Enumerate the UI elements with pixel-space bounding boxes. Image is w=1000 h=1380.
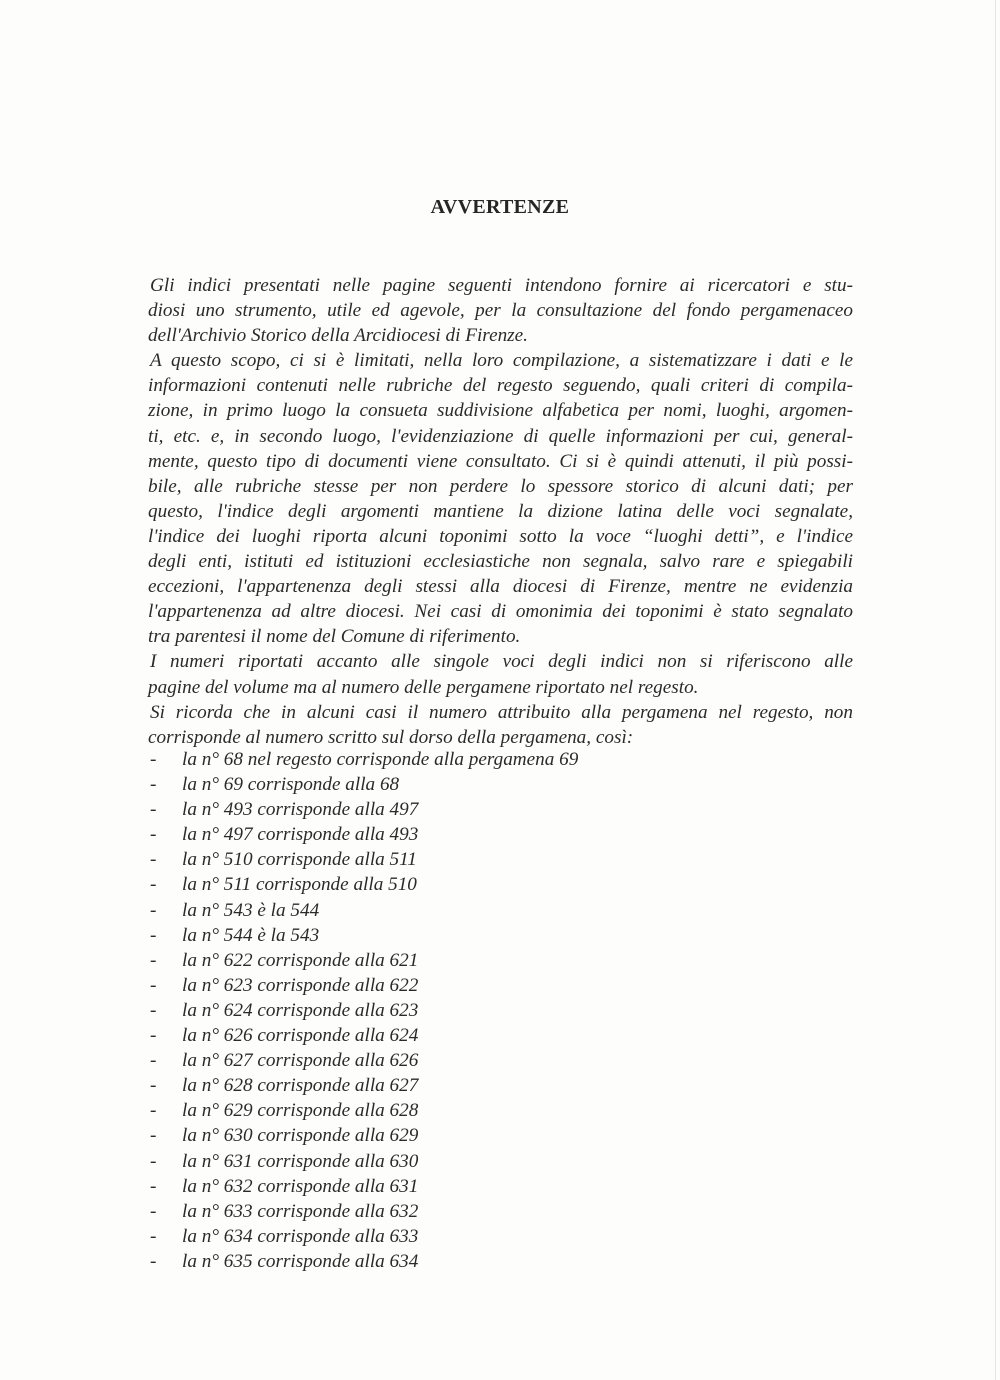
list-item — [150, 1199, 578, 1224]
list-item — [150, 998, 578, 1023]
list-dash: - — [150, 974, 157, 996]
list-dash: - — [150, 1025, 157, 1047]
paragraph — [148, 348, 853, 649]
list-item-text: la n° 633 corrisponde alla 632 — [182, 1200, 419, 1222]
list-dash: - — [150, 1175, 157, 1197]
list-item-text: la n° 68 nel regesto corrisponde alla pergamena 69 — [182, 749, 579, 770]
list-item — [150, 923, 578, 948]
list-item — [150, 772, 578, 797]
list-dash: - — [150, 874, 157, 896]
list-item-text: la n° 497 corrisponde alla 493 — [182, 824, 419, 846]
text-line: Si ricorda che in alcuni casi il numero attribuito alla pergamena nel regesto, non — [150, 701, 853, 723]
list-dash: - — [150, 1100, 157, 1122]
text-line: l'appartenenza ad altre diocesi. Nei casi di omonimia dei toponimi è stato segnalato — [148, 601, 853, 623]
list-item-text: la n° 510 corrisponde alla 511 — [182, 849, 417, 871]
list-item — [150, 1098, 578, 1123]
text-line: Gli indici presentati nelle pagine seguenti intendono fornire ai ricercatori e stu- — [150, 275, 853, 296]
list-item — [150, 822, 578, 847]
text-line: bile, alle rubriche stesse per non perdere lo spessore storico di alcuni dati; per — [148, 475, 853, 497]
correspondence-list — [150, 747, 578, 1274]
list-dash: - — [150, 1200, 157, 1222]
list-dash: - — [150, 1250, 157, 1272]
text-line: questo, l'indice degli argomenti mantiene la dizione latina delle voci segnalate, — [148, 500, 853, 522]
list-dash: - — [150, 924, 157, 946]
list-dash: - — [150, 899, 157, 921]
list-dash: - — [150, 1150, 157, 1172]
paragraph — [148, 700, 853, 750]
list-dash: - — [150, 774, 157, 796]
list-dash: - — [150, 749, 157, 770]
list-item — [150, 1048, 578, 1073]
list-item-text: la n° 634 corrisponde alla 633 — [182, 1225, 419, 1247]
list-item — [150, 1174, 578, 1199]
list-item-text: la n° 511 corrisponde alla 510 — [182, 874, 417, 896]
body-text — [148, 273, 853, 750]
list-dash: - — [150, 1225, 157, 1247]
text-line: corrisponde al numero scritto sul dorso della pergamena, così: — [148, 726, 634, 748]
list-item-text: la n° 631 corrisponde alla 630 — [182, 1150, 419, 1172]
list-item — [150, 898, 578, 923]
text-line: dell'Archivio Storico della Arcidiocesi di Firenze. — [148, 325, 528, 347]
list-item — [150, 847, 578, 872]
text-line: tra parentesi il nome del Comune di riferimento. — [148, 626, 521, 648]
list-item-text: la n° 622 corrisponde alla 621 — [182, 949, 419, 971]
text-line: I numeri riportati accanto alle singole voci degli indici non si riferiscono alle — [150, 651, 853, 673]
list-item — [150, 1249, 578, 1274]
text-line: eccezioni, l'appartenenza degli stessi alla diocesi di Firenze, mentre ne evidenzia — [148, 576, 853, 598]
text-line: mente, questo tipo di documenti viene consultato. Ci si è quindi attenuti, il più possi- — [148, 450, 853, 472]
list-dash: - — [150, 999, 157, 1021]
list-item — [150, 1073, 578, 1098]
paragraph — [148, 273, 853, 348]
list-item-text: la n° 627 corrisponde alla 626 — [182, 1050, 419, 1072]
text-line: degli enti, istituti ed istituzioni ecclesiastiche non segnala, salvo rare e spiegabili — [148, 551, 853, 573]
list-item-text: la n° 628 corrisponde alla 627 — [182, 1075, 419, 1097]
list-item-text: la n° 632 corrisponde alla 631 — [182, 1175, 419, 1197]
page-title: AVVERTENZE — [430, 196, 570, 218]
list-item-text: la n° 635 corrisponde alla 634 — [182, 1250, 419, 1272]
list-item-text: la n° 69 corrisponde alla 68 — [182, 774, 400, 796]
list-item — [150, 872, 578, 897]
list-item-text: la n° 626 corrisponde alla 624 — [182, 1025, 419, 1047]
list-item — [150, 973, 578, 998]
list-item — [150, 797, 578, 822]
list-item — [150, 1149, 578, 1174]
list-dash: - — [150, 849, 157, 871]
list-item-text: la n° 629 corrisponde alla 628 — [182, 1100, 419, 1122]
text-line: l'indice dei luoghi riporta alcuni toponimi sotto la voce “luoghi detti”, e l'indice — [148, 525, 853, 547]
text-line: pagine del volume ma al numero delle pergamene riportato nel regesto. — [148, 676, 699, 698]
text-line: zione, in primo luogo la consueta suddivisione alfabetica per nomi, luoghi, argomen- — [148, 400, 853, 422]
text-line: A questo scopo, ci si è limitati, nella loro compilazione, a sistematizzare i dati e le — [150, 350, 853, 372]
list-dash: - — [150, 1075, 157, 1097]
text-line: informazioni contenuti nelle rubriche del regesto seguendo, quali criteri di compila- — [148, 375, 853, 397]
list-item — [150, 948, 578, 973]
list-item-text: la n° 493 corrisponde alla 497 — [182, 799, 419, 821]
list-item-text: la n° 624 corrisponde alla 623 — [182, 999, 419, 1021]
list-dash: - — [150, 824, 157, 846]
list-dash: - — [150, 949, 157, 971]
list-item-text: la n° 630 corrisponde alla 629 — [182, 1125, 419, 1147]
list-item — [150, 747, 578, 772]
list-dash: - — [150, 1050, 157, 1072]
paragraph — [148, 649, 853, 699]
list-item-text: la n° 544 è la 543 — [182, 924, 320, 946]
list-item — [150, 1123, 578, 1148]
list-dash: - — [150, 799, 157, 821]
list-dash: - — [150, 1125, 157, 1147]
list-item — [150, 1023, 578, 1048]
list-item — [150, 1224, 578, 1249]
text-line: diosi uno strumento, utile ed agevole, per la consultazione del fondo pergamenaceo — [148, 300, 853, 322]
list-item-text: la n° 623 corrisponde alla 622 — [182, 974, 419, 996]
text-line: ti, etc. e, in secondo luogo, l'evidenziazione di quelle informazioni per cui, general- — [148, 425, 853, 447]
list-item-text: la n° 543 è la 544 — [182, 899, 320, 921]
